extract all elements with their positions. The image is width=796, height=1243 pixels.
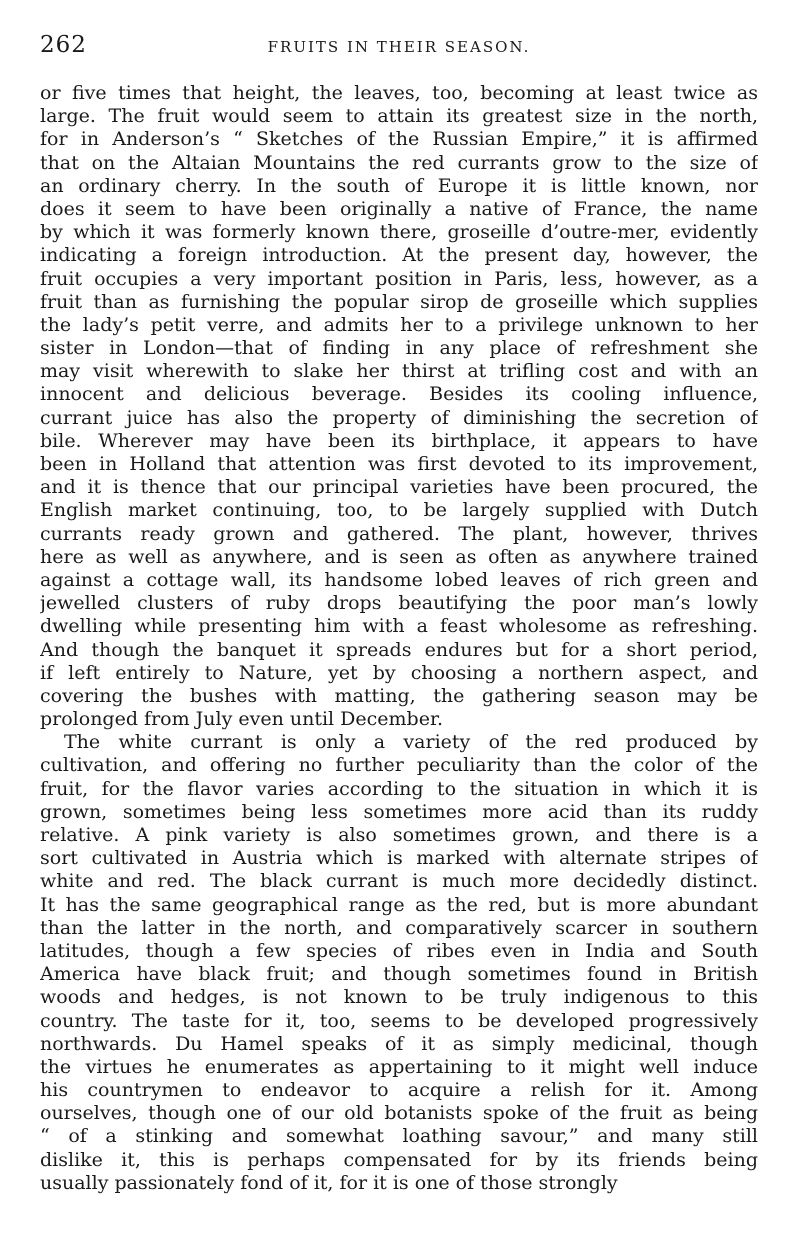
text-line: fruit than as furnishing the popular sirop de groseille which supplies	[40, 290, 758, 313]
text-line: covering the bushes with matting, the gathering season may be	[40, 684, 758, 707]
paragraph	[40, 731, 758, 1195]
text-line: that on the Altaian Mountains the red currants grow to the size of	[40, 151, 758, 174]
text-line: It has the same geographical range as the red, but is more abundant	[40, 893, 758, 916]
text-line: country. The taste for it, too, seems to be developed progressively	[40, 1009, 758, 1032]
text-line: currant juice has also the property of diminishing the secretion of	[40, 406, 758, 429]
text-line: his countrymen to endeavor to acquire a relish for it. Among	[40, 1079, 758, 1102]
text-line: America have black fruit; and though sometimes found in British	[40, 963, 758, 986]
text-line: northwards. Du Hamel speaks of it as simply medicinal, though	[40, 1032, 758, 1055]
text-line: against a cottage wall, its handsome lobed leaves of rich green and	[40, 568, 758, 591]
text-line: “ of a stinking and somewhat loathing savour,” and many still	[40, 1125, 758, 1148]
text-line: here as well as anywhere, and is seen as often as anywhere trained	[40, 545, 758, 568]
text-line: dwelling while presenting him with a feast wholesome as refreshing.	[40, 615, 758, 638]
text-line: grown, sometimes being less sometimes more acid than its ruddy	[40, 800, 758, 823]
text-line: The white currant is only a variety of the red produced by	[64, 731, 758, 754]
text-line: sort cultivated in Austria which is marked with alternate stripes of	[40, 847, 758, 870]
body-text	[40, 82, 758, 1195]
text-line: an ordinary cherry. In the south of Europe it is little known, nor	[40, 174, 758, 197]
text-line: usually passionately fond of it, for it is one of those strongly	[40, 1171, 618, 1194]
text-line: the lady’s petit verre, and admits her to a privilege unknown to her	[40, 313, 758, 336]
page-header	[40, 32, 758, 62]
text-line: sister in London—that of finding in any place of refreshment she	[40, 337, 758, 360]
text-line: may visit wherewith to slake her thirst at trifling cost and with an	[40, 360, 758, 383]
text-line: for in Anderson’s “ Sketches of the Russian Empire,” it is affirmed	[40, 128, 758, 151]
text-line: indicating a foreign introduction. At the present day, however, the	[40, 244, 758, 267]
text-line: been in Holland that attention was first devoted to its improvement,	[40, 453, 758, 475]
page-number: 262	[40, 32, 87, 58]
text-line: currants ready grown and gathered. The plant, however, thrives	[40, 522, 758, 545]
text-line: and it is thence that our principal varieties have been procured, the	[40, 476, 758, 499]
text-line: fruit occupies a very important position in Paris, less, however, as a	[40, 267, 758, 290]
text-line: fruit, for the flavor varies according to the situation in which it is	[40, 777, 758, 800]
text-line: or five times that height, the leaves, too, becoming at least twice as	[40, 82, 758, 104]
text-line: if left entirely to Nature, yet by choosing a northern aspect, and	[40, 661, 758, 684]
text-line: white and red. The black currant is much more decidedly distinct.	[40, 870, 758, 893]
text-line: the virtues he enumerates as appertaining to it might well induce	[40, 1055, 758, 1078]
text-line: jewelled clusters of ruby drops beautifying the poor man’s lowly	[40, 592, 758, 615]
text-line: than the latter in the north, and comparatively scarcer in southern	[40, 916, 758, 939]
text-line: latitudes, though a few species of ribes even in India and South	[40, 939, 758, 962]
text-line: cultivation, and offering no further peculiarity than the color of the	[40, 754, 758, 777]
text-line: And though the banquet it spreads endures but for a short period,	[40, 638, 758, 661]
text-line: innocent and delicious beverage. Besides its cooling influence,	[40, 383, 758, 406]
text-line: bile. Wherever may have been its birthplace, it appears to have	[40, 429, 758, 452]
paragraph	[40, 82, 758, 731]
text-line: ourselves, though one of our old botanists spoke of the fruit as being	[40, 1102, 758, 1125]
text-line: large. The fruit would seem to attain its greatest size in the north,	[40, 105, 758, 128]
text-line: by which it was formerly known there, groseille d’outre-mer, evidently	[40, 221, 758, 244]
text-line: does it seem to have been originally a native of France, the name	[40, 197, 758, 220]
text-line: relative. A pink variety is also sometimes grown, and there is a	[40, 824, 758, 846]
text-line: prolonged from July even until December.	[40, 708, 443, 731]
running-title: FRUITS IN THEIR SEASON.	[267, 38, 531, 56]
text-line: dislike it, this is perhaps compensated for by its friends being	[40, 1148, 758, 1171]
text-line: woods and hedges, is not known to be truly indigenous to this	[40, 986, 758, 1009]
text-line: English market continuing, too, to be largely supplied with Dutch	[40, 499, 758, 522]
